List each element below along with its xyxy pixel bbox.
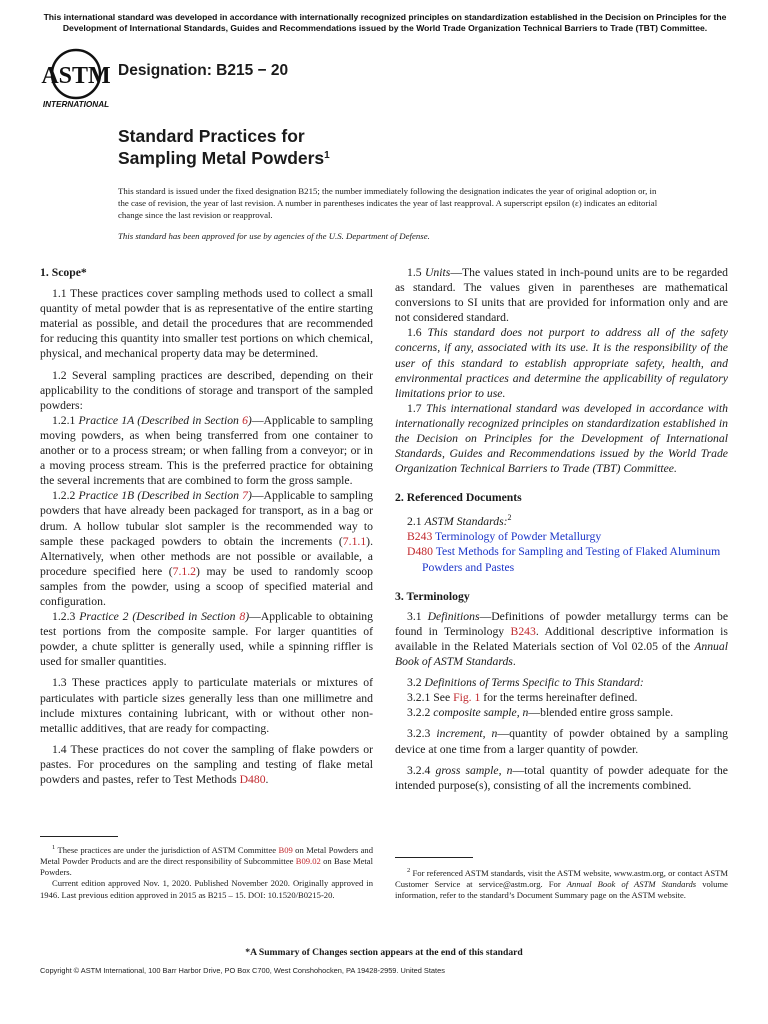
- link-b243[interactable]: B243: [407, 530, 433, 544]
- para-3-2-2: 3.2.2 composite sample, n—blended entire gross sample.: [407, 706, 674, 720]
- title-line-2: [118, 147, 330, 169]
- link-d480[interactable]: D480: [239, 773, 266, 786]
- footnote-2: $^2$ For referenced ASTM standards, visit the ASTM website, www.astm.org, or contact ASTM Customer Service at service@astm.org. For Annual Book of ASTM Standards volume information, refer to the standard’s Document Summary page on the ASTM website.: [395, 867, 728, 901]
- para-1-2-1: 1.2.1 Practice 1A (Described in Section 6)—Applicable to sampling moving powders, as when being transferred from one container to another or to a process stream; or when falling from a conveyor; or in a moving process stream. This is the preferred practice for obtaining the several increments that are combined to form the gross sample.: [40, 413, 374, 488]
- ref-item-b243: [395, 529, 728, 544]
- para-1-1: 1.1 These practices cover sampling methods used to collect a small quantity of metal powder that is as representative of the entire starting material as possible, and detail the procedures that are recommended for reducing this quantity into smaller test portions on which chemical, physical, and mechanical property data may be determined.: [40, 287, 373, 361]
- section-refdocs-heading: 2. Referenced Documents: [395, 491, 522, 505]
- link-section-8[interactable]: 8: [239, 610, 246, 624]
- link-b243-term[interactable]: B243: [510, 624, 536, 638]
- para-3-2-4: 3.2.4 gross sample, n—total quantity of powder adequate for the intended purpose(s), consisting of all the increments combined.: [395, 763, 728, 792]
- left-column: [40, 265, 373, 787]
- section-terminology-heading: 3. Terminology: [395, 589, 470, 603]
- title-line-1: Standard Practices for: [118, 126, 305, 146]
- intro-paragraph: This standard is issued under the fixed designation B215; the number immediately following the designation indicates the year of original adoption or, in the case of revision, the year of last revision. A number in parentheses indicates the year of last reapproval. A superscript epsilon (ε) indicates an editorial change since the last revision or reapproval.: [118, 186, 658, 220]
- footnote-rule-right: [395, 857, 473, 858]
- para-1-3: 1.3 These practices apply to particulate materials or mixtures of particulates with particle sizes generally less than one millimetre and include mixtures containing lubricant, with or without other non-metallic additives, that are ready for compacting.: [40, 676, 373, 735]
- para-1-5: 1.5 Units—The values stated in inch-pound units are to be regarded as standard. The values given in parentheses are mathematical conversions to SI units that are provided for information only and are not considered standard.: [395, 266, 728, 325]
- para-1-7: 1.7 This international standard was developed in accordance with internationally recognized principles on standardization established in the Decision on Principles for the Development of International Standards, Guides and Recommendations issued by the World Trade Organization Technical Barriers to Trade (TBT) Committee.: [395, 401, 729, 476]
- link-section-7[interactable]: 7: [242, 489, 248, 503]
- copyright: Copyright © ASTM International, 100 Barr Harbor Drive, PO Box C700, West Conshohocken, PA 19428-2959. United States: [40, 966, 445, 975]
- footnote-rule-left: [40, 836, 118, 837]
- logo-sub: INTERNATIONAL: [42, 100, 110, 109]
- para-3-2: 3.2 Definitions of Terms Specific to This Standard:: [407, 676, 644, 690]
- summary-note: *A Summary of Changes section appears at the end of this standard: [245, 947, 523, 958]
- para-3-1: 3.1 Definitions—Definitions of powder metallurgy terms can be found in Terminology B243. Additional descriptive information is available in the Related Materials section of Vol 02.05 of the Annual Book of ASTM Standards.: [395, 609, 729, 669]
- title-footnote-ref[interactable]: 1: [324, 150, 330, 161]
- ref-item-d480: [395, 544, 728, 574]
- footnote-ref-2[interactable]: 2: [507, 513, 512, 523]
- title-line-2-text: Sampling Metal Powders: [118, 148, 325, 168]
- link-section-6[interactable]: 6: [242, 413, 248, 427]
- link-d480-code[interactable]: D480: [407, 545, 433, 559]
- link-7-1-2[interactable]: 7.1.2: [172, 564, 196, 578]
- para-2-1: 2.1 ASTM Standards:$^2$: [407, 513, 512, 529]
- para-1-2-3: 1.2.3 Practice 2 (Described in Section 8)—Applicable to obtaining test portions from the composite sample. For larger quantities of powder, a chute splitter is generally used, while a spinning riffler is used for smaller quantities.: [40, 610, 373, 669]
- footnote-1-edition: Current edition approved Nov. 1, 2020. Published November 2020. Originally approved in 1946. Last previous edition approved in 2015 as B215 – 15. DOI: 10.1520/B0215-20.: [40, 878, 373, 900]
- link-fig-1[interactable]: Fig. 1: [453, 691, 481, 705]
- defense-note: This standard has been approved for use by agencies of the U.S. Department of Defense.: [118, 231, 430, 241]
- link-b09[interactable]: B09: [278, 844, 293, 855]
- link-b243-title[interactable]: Terminology of Powder Metallurgy: [432, 530, 602, 544]
- para-1-2: 1.2 Several sampling practices are described, depending on their applicability to the conditions of storage and transport of the sampled powders:: [40, 368, 373, 412]
- para-3-2-1: 3.2.1 See Fig. 1 for the terms hereinafter defined.: [407, 691, 638, 705]
- link-7-1-1[interactable]: 7.1.1: [342, 534, 367, 548]
- para-1-6: 1.6 This standard does not purport to address all of the safety concerns, if any, associated with its use. It is the responsibility of the user of this standard to establish appropriate safety, health, and environmental practices and determine the applicability of regulatory limitations prior to use.: [395, 326, 728, 400]
- para-3-2-3: 3.2.3 increment, n—quantity of powder obtained by a sampling device at one time from a larger quantity of powder.: [395, 727, 729, 756]
- page-title: [118, 125, 330, 169]
- para-1-2-2: 1.2.2 Practice 1B (Described in Section 7)—Applicable to sampling powders that have already been packaged for transport, as in a bag or drum. A hollow tubular slot sampler is the recommended way to sample these packaged powders to obtain the increments (7.1.1). Alternatively, when other methods are not possible or available, a procedure specified here (7.1.2) may be used to randomly scoop samples from the powder, using a scoop of specified material and configuration.: [40, 489, 374, 608]
- para-1-4: 1.4 These practices do not cover the sampling of flake powders or pastes. For procedures on the sampling and testing of flake metal powders and pastes, refer to Test Methods D480.: [40, 742, 373, 786]
- section-scope-heading: 1. Scope*: [40, 266, 87, 279]
- top-notice: This international standard was developed in accordance with internationally recognized principles on standardization established in the Decision on Principles for the Development of International Standards, Guides and Recommendations issued by the World Trade Organization Technical Barriers to Trade (TBT) Committee.: [43, 12, 727, 33]
- designation: Designation: B215 − 20: [118, 62, 289, 79]
- right-column: [395, 265, 728, 793]
- astm-logo: [40, 48, 112, 110]
- link-d480-title[interactable]: Test Methods for Sampling and Testing of Flaked Aluminum Powders and Pastes: [422, 545, 721, 574]
- link-b09-02[interactable]: B09.02: [295, 856, 321, 867]
- logo-mark: ASTM: [41, 63, 111, 89]
- footnote-1: $^1$ These practices are under the jurisdiction of ASTM Committee B09 on Metal Powders and Metal Powder Products and are the direct responsibility of Subcommittee B09.02 on Base Metal Powders. Current edition approved Nov. 1, 2020. Published November 2020. Originally approved in 1946. Last previous edition approved in 2015 as B215 – 15. DOI: 10.1520/B0215-20.: [40, 844, 373, 900]
